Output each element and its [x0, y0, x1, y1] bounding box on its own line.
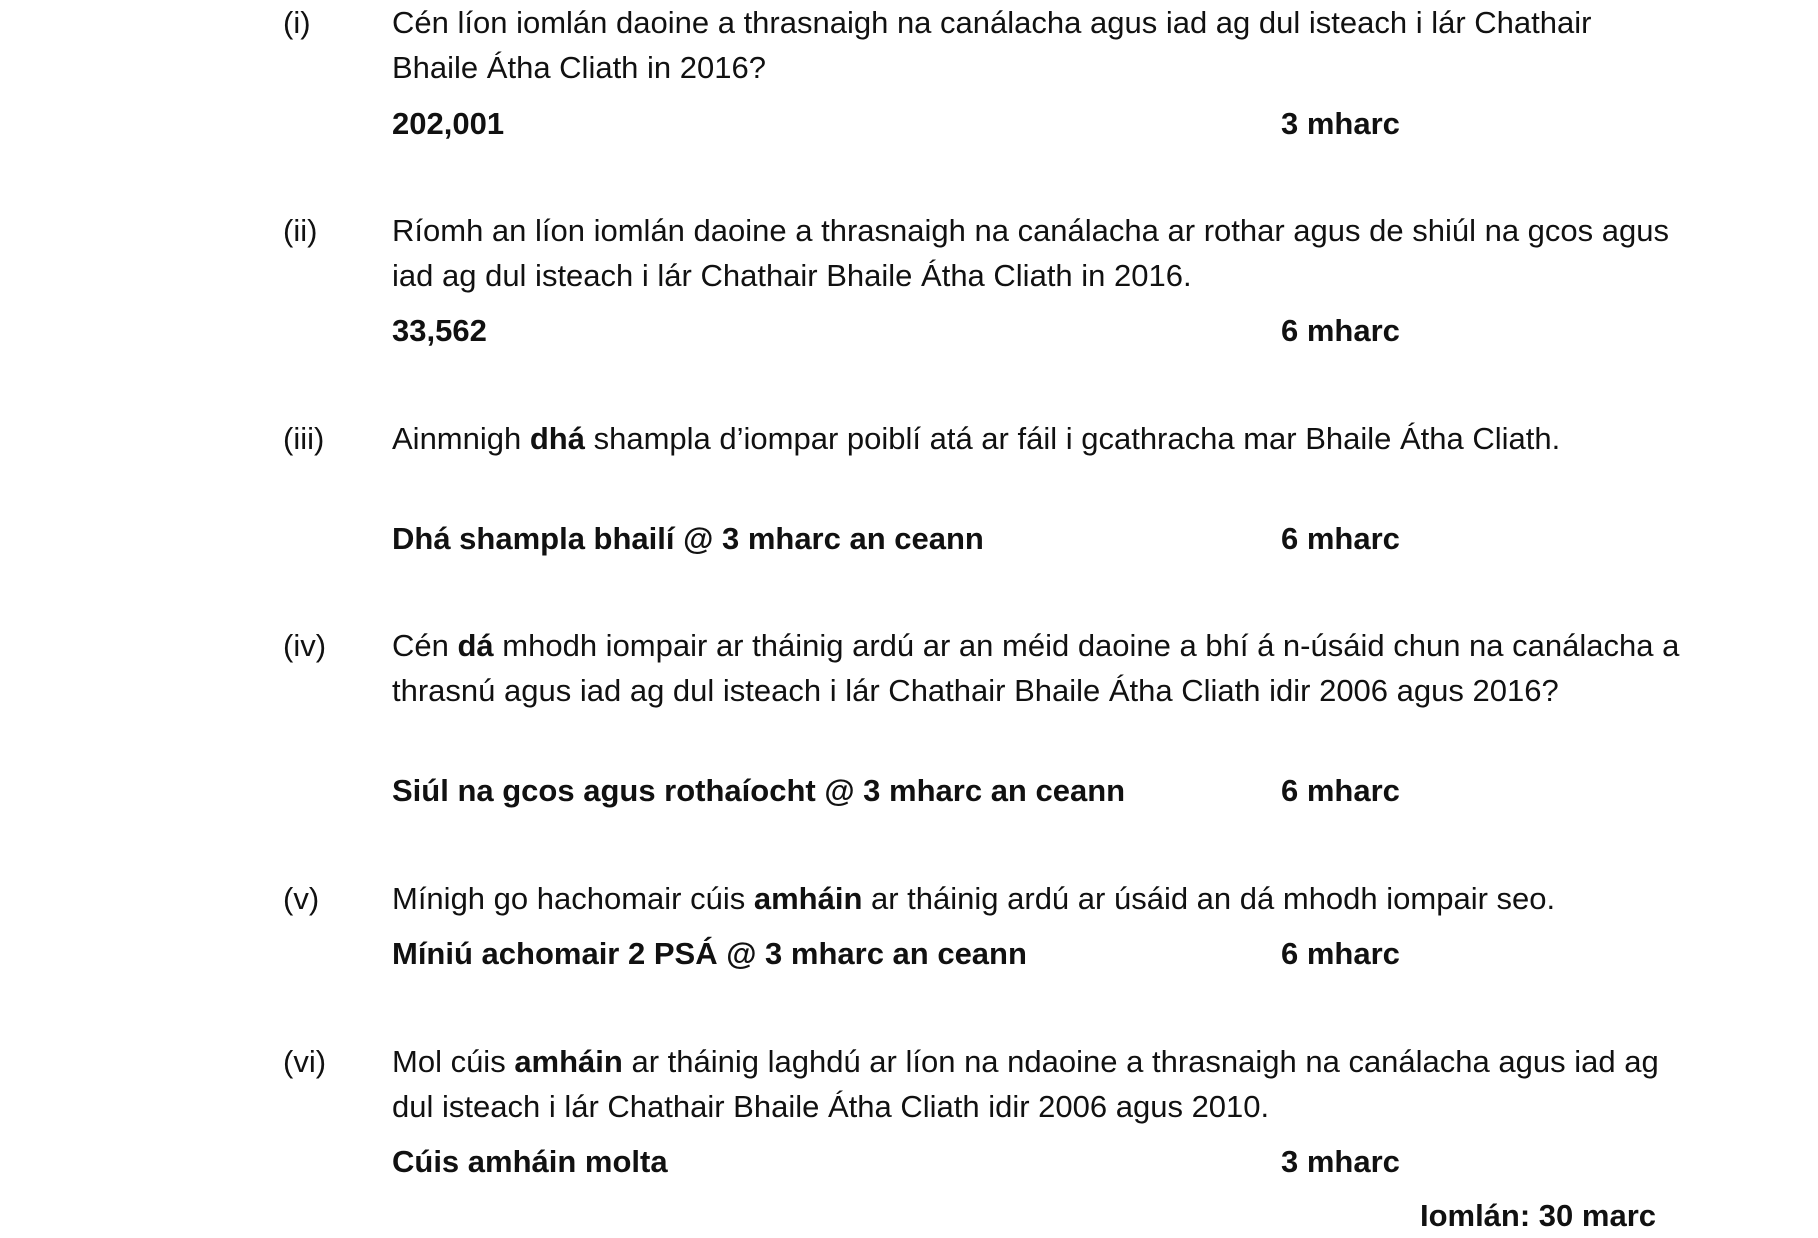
question-text-emphasis: amháin	[753, 881, 863, 916]
question-text-emphasis: amháin	[514, 1044, 623, 1079]
question-text-emphasis: dhá	[529, 421, 585, 456]
marks-label: 6 mharc	[1281, 521, 1400, 556]
marks-label: 6 mharc	[1281, 313, 1400, 348]
question-number: (v)	[283, 881, 320, 916]
answer-text: Siúl na gcos agus rothaíocht @ 3 mharc an ceann	[392, 773, 1126, 808]
marks-label: 3 mharc	[1281, 1144, 1400, 1179]
question-text-part: Mol cúis	[392, 1044, 515, 1079]
question-number: (i)	[283, 5, 311, 40]
marks-label: 6 mharc	[1281, 773, 1400, 808]
question-text-part: Cén líon iomlán daoine a thrasnaigh na canálacha agus iad ag dul isteach i lár Chathair Bhaile Átha Cliath in 2016?	[392, 5, 1592, 85]
question-text	[392, 0, 1682, 90]
answer-text: Cúis amháin molta	[392, 1144, 668, 1179]
question-text	[392, 623, 1682, 713]
question-text	[392, 416, 1682, 461]
question-number: (vi)	[283, 1044, 327, 1079]
question-number: (ii)	[283, 213, 318, 248]
question-number: (iii)	[283, 421, 325, 456]
question-text-part: Mínigh go hachomair cúis	[392, 881, 754, 916]
question-text-part: Ainmnigh	[392, 421, 530, 456]
question-text	[392, 208, 1682, 298]
answer-text: 33,562	[392, 313, 487, 348]
question-text-part: Ríomh an líon iomlán daoine a thrasnaigh na canálacha ar rothar agus de shiúl na gcos agus iad ag dul isteach i lár Chathair Bhaile Átha Cliath in 2016.	[392, 213, 1669, 293]
answer-text: Míniú achomair 2 PSÁ @ 3 mharc an ceann	[392, 936, 1027, 971]
marks-label: 3 mharc	[1281, 106, 1400, 141]
question-text-emphasis: dá	[457, 628, 494, 663]
question-number: (iv)	[283, 628, 327, 663]
question-text-part: Cén	[392, 628, 458, 663]
total-marks: Iomlán: 30 marc	[1419, 1198, 1656, 1233]
question-text-part: ar tháinig laghdú ar líon na ndaoine a thrasnaigh na canálacha agus iad ag dul isteach i lár Chathair Bhaile Átha Cliath idir 2006 agus 2010.	[392, 1044, 1659, 1124]
question-text	[392, 876, 1682, 921]
answer-text: 202,001	[392, 106, 505, 141]
question-text-part: ar tháinig ardú ar úsáid an dá mhodh iompair seo.	[862, 881, 1556, 916]
question-text	[392, 1039, 1682, 1129]
answer-text: Dhá shampla bhailí @ 3 mharc an ceann	[392, 521, 984, 556]
question-text-part: mhodh iompair ar tháinig ardú ar an méid daoine a bhí á n-úsáid chun na canálacha a thrasnú agus iad ag dul isteach i lár Chathair Bhaile Átha Cliath idir 2006 agus 2016?	[392, 628, 1680, 708]
marks-label: 6 mharc	[1281, 936, 1400, 971]
question-text-part: shampla d’iompar poiblí atá ar fáil i gcathracha mar Bhaile Átha Cliath.	[584, 421, 1561, 456]
